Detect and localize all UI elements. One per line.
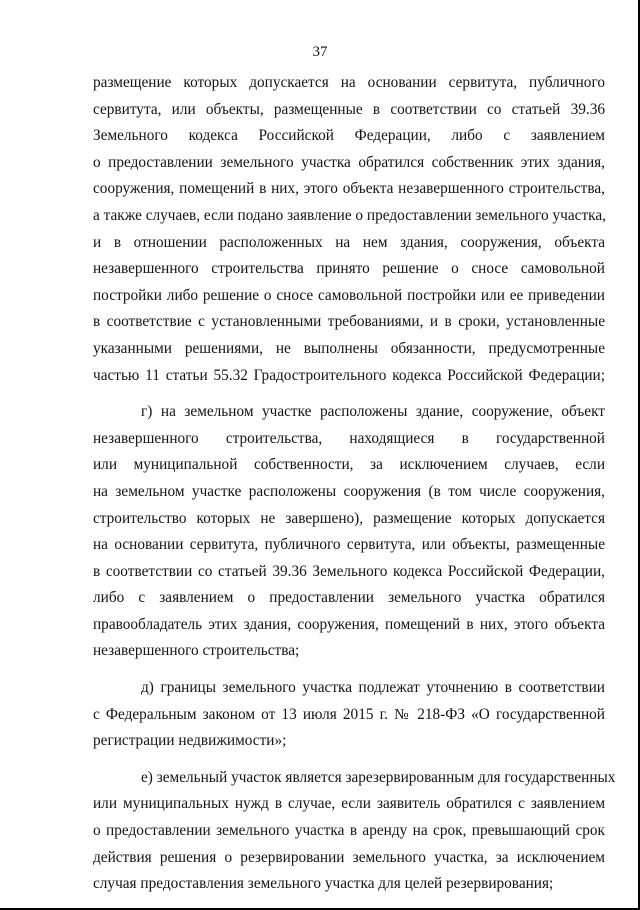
text-line: о предоставлении земельного участка обратился собственник этих здания, bbox=[93, 153, 605, 171]
text-line: незавершенного строительства, находящиеся в государственной bbox=[93, 429, 605, 447]
text-line: или муниципальной собственности, за исключением случаев, если bbox=[93, 456, 605, 474]
page-number: 37 bbox=[312, 44, 328, 60]
paragraph-g bbox=[93, 399, 605, 665]
text-line: размещение которых допускается на основании сервитута, публичного bbox=[93, 74, 605, 91]
text-line: постройки либо решение о сносе самовольной постройки или ее приведении bbox=[93, 286, 605, 304]
text-line: а также случаев, если подано заявление о предоставлении земельного участка, bbox=[93, 206, 606, 224]
text-line: действия решения о резервировании земельного участка, за исключением bbox=[93, 848, 605, 866]
text-line: или муниципальных нужд в случае, если заявитель обратился с заявлением bbox=[93, 795, 605, 813]
text-line: регистрации недвижимости»; bbox=[93, 732, 287, 750]
text-line: незавершенного строительства принято решение о сносе самовольной bbox=[93, 260, 605, 278]
paragraph-d bbox=[93, 675, 605, 755]
text-line: указанными решениями, не выполнены обязанности, предусмотренные bbox=[93, 339, 605, 357]
paragraph-e bbox=[93, 765, 616, 898]
text-line: незавершенного строительства; bbox=[93, 642, 300, 660]
text-line: и в отношении расположенных на нем здания, сооружения, объекта bbox=[93, 233, 605, 251]
paragraph-continuation bbox=[93, 70, 605, 389]
text-line: д) границы земельного участка подлежат уточнению в соответствии bbox=[141, 679, 605, 697]
text-line: либо с заявлением о предоставлении земельного участка обратился bbox=[93, 589, 605, 607]
text-line: сооружения, помещений в них, этого объекта незавершенного строительства, bbox=[93, 180, 605, 198]
text-line: на земельном участке расположены сооружения (в том числе сооружения, bbox=[93, 482, 605, 500]
text-line: сервитута, или объекты, размещенные в соответствии со статьей 39.36 bbox=[93, 100, 605, 118]
text-line: строительство которых не завершено), размещение которых допускается bbox=[93, 509, 605, 527]
text-line: правообладатель этих здания, сооружения, помещений в них, этого объекта bbox=[93, 615, 605, 633]
text-line: случая предоставления земельного участка для целей резервирования; bbox=[93, 875, 554, 893]
text-line: е) земельный участок является зарезервированным для государственных bbox=[141, 768, 616, 786]
text-line: г) на земельном участке расположены здание, сооружение, объект bbox=[141, 403, 605, 421]
text-line: в соответствие с установленными требованиями, и в сроки, установленные bbox=[93, 313, 605, 331]
document-body bbox=[93, 70, 616, 908]
text-line: в соответствии со статьей 39.36 Земельного кодекса Российской Федерации, bbox=[93, 562, 605, 580]
text-line: на основании сервитута, публичного сервитута, или объекты, размещенные bbox=[93, 536, 605, 554]
text-line: частью 11 статьи 55.32 Градостроительного кодекса Российской Федерации; bbox=[93, 366, 605, 384]
text-line: с Федеральным законом от 13 июля 2015 г. № 218-ФЗ «О государственной bbox=[93, 705, 605, 723]
text-line: о предоставлении земельного участка в аренду на срок, превышающий срок bbox=[93, 822, 605, 840]
text-line: Земельного кодекса Российской Федерации, либо с заявлением bbox=[93, 127, 605, 145]
